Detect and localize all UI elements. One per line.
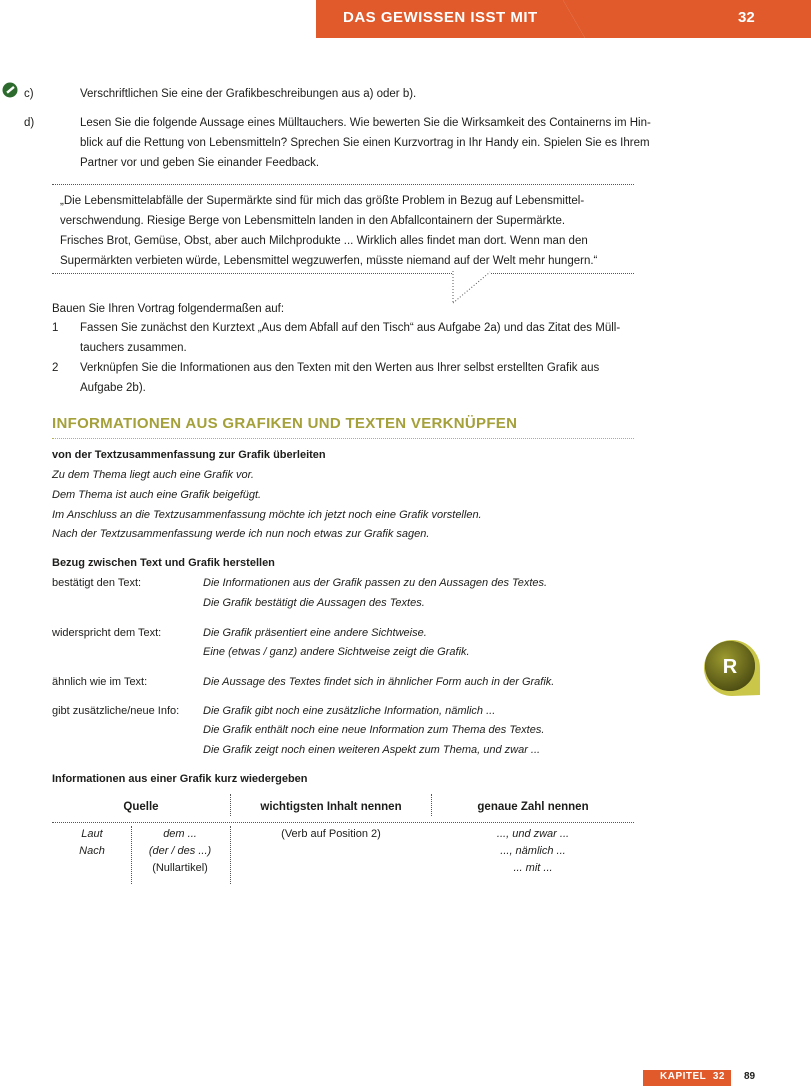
phrase: Nach der Textzusammenfassung werde ich nun noch etwas zur Grafik sagen.: [52, 528, 430, 540]
table-cell: dem ...: [163, 828, 197, 840]
task-d-label: d): [24, 117, 35, 129]
table-cell: Laut: [81, 828, 103, 840]
table-column-divider: [431, 794, 432, 816]
section-divider: [52, 438, 634, 439]
table-cell: ... mit ...: [513, 862, 553, 874]
structure-number: 1: [52, 322, 59, 334]
table-cell: Nach: [79, 845, 105, 857]
structure-line: Fassen Sie zunächst den Kurztext „Aus dem Abfall auf den Tisch“ aus Aufgabe 2a) und das Zitat des Müll-: [80, 322, 621, 334]
quote-text: [60, 191, 630, 271]
structure-intro: Bauen Sie Ihren Vortrag folgendermaßen auf:: [52, 303, 285, 315]
structure-number: 2: [52, 362, 59, 374]
footer-chapter-label: KAPITEL: [660, 1071, 707, 1082]
phrase: Die Grafik bestätigt die Aussagen des Textes.: [203, 597, 425, 609]
header-title: DAS GEWISSEN ISST MIT: [343, 9, 538, 26]
chapter-number: 32: [738, 9, 755, 26]
speech-bubble-tail: [452, 271, 492, 305]
structure-line: Verknüpfen Sie die Informationen aus den Texten mit den Werten aus Ihrer selbst erstellten Grafik aus: [80, 362, 600, 374]
table-cell: ..., nämlich ...: [500, 845, 566, 857]
phrase: Im Anschluss an die Textzusammenfassung möchte ich jetzt noch eine Grafik vorstellen.: [52, 509, 482, 521]
bezug-label: ähnlich wie im Text:: [52, 676, 148, 688]
overleiten-title: von der Textzusammenfassung zur Grafik überleiten: [52, 449, 326, 461]
phrase: Dem Thema ist auch eine Grafik beigefügt.: [52, 489, 262, 501]
phrase: Eine (etwas / ganz) andere Sichtweise zeigt die Grafik.: [203, 646, 470, 658]
table-cell: ..., und zwar ...: [496, 828, 570, 840]
task-d-line: Partner vor und geben Sie einander Feedback.: [80, 157, 320, 169]
phrase: Die Grafik gibt noch eine zusätzliche Information, nämlich ...: [203, 705, 496, 717]
phrase: Die Grafik enthält noch eine neue Information zum Thema des Textes.: [203, 724, 545, 736]
table-divider: [52, 822, 634, 823]
bezug-label: bestätigt den Text:: [52, 577, 142, 589]
quote-line: „Die Lebensmittelabfälle der Supermärkte sind für mich das größte Problem in Bezug auf Lebensmittel-: [60, 195, 585, 207]
quote-line: Frisches Brot, Gemüse, Obst, aber auch Milchprodukte ... Wirklich alles findet man dort. Wenn man den: [60, 235, 588, 247]
pencil-icon: [2, 82, 18, 98]
r-badge-icon: [701, 637, 763, 699]
quote-line: verschwendung. Riesige Berge von Lebensmitteln landen in den Abfallcontainern der Supermärkte.: [60, 215, 566, 227]
phrase: Die Grafik zeigt noch einen weiteren Aspekt zum Thema, und zwar ...: [203, 744, 541, 756]
table-header-quelle: Quelle: [123, 801, 159, 813]
table-column-divider: [230, 794, 231, 816]
footer-chapter-number: 32: [712, 1071, 725, 1082]
bezug-title: Bezug zwischen Text und Grafik herstellen: [52, 557, 275, 569]
structure-line: Aufgabe 2b).: [80, 382, 146, 394]
section-heading: INFORMATIONEN AUS GRAFIKEN UND TEXTEN VERKNÜPFEN: [52, 415, 518, 432]
table-column-divider: [131, 826, 132, 884]
table-cell: (Verb auf Position 2): [281, 828, 381, 840]
quote-line: Supermärkten verbieten würde, Lebensmittel wegzuwerfen, müsste niemand auf der Welt mehr hungern.“: [60, 255, 598, 267]
footer-chapter: [660, 1071, 725, 1082]
phrase: Die Aussage des Textes findet sich in ähnlicher Form auch in der Grafik.: [203, 676, 555, 688]
table-cell: (der / des ...): [148, 845, 212, 857]
task-c-text: Verschriftlichen Sie eine der Grafikbeschreibungen aus a) oder b).: [80, 88, 417, 100]
phrase: Die Grafik präsentiert eine andere Sichtweise.: [203, 627, 427, 639]
phrase: Zu dem Thema liegt auch eine Grafik vor.: [52, 469, 254, 481]
badge-letter: R: [722, 656, 738, 678]
page-number: 89: [744, 1071, 756, 1082]
bezug-label: gibt zusätzliche/neue Info:: [52, 705, 180, 717]
table-header-inhalt: wichtigsten Inhalt nennen: [260, 801, 402, 813]
table-cell: (Nullartikel): [152, 862, 208, 874]
structure-line: tauchers zusammen.: [80, 342, 187, 354]
phrase: Die Informationen aus der Grafik passen zu den Aussagen des Textes.: [203, 577, 548, 589]
task-d-line: blick auf die Rettung von Lebensmitteln? Sprechen Sie einen Kurzvortrag in Ihr Handy ein. Spielen Sie es Ihrem: [80, 137, 650, 149]
task-c-label: c): [24, 88, 34, 100]
task-d-line: Lesen Sie die folgende Aussage eines Mülltauchers. Wie bewerten Sie die Wirksamkeit des Containerns im Hin-: [80, 117, 651, 129]
table-header-zahl: genaue Zahl nennen: [477, 801, 589, 813]
wiedergeben-title: Informationen aus einer Grafik kurz wiedergeben: [52, 773, 308, 785]
bezug-label: widerspricht dem Text:: [52, 627, 162, 639]
